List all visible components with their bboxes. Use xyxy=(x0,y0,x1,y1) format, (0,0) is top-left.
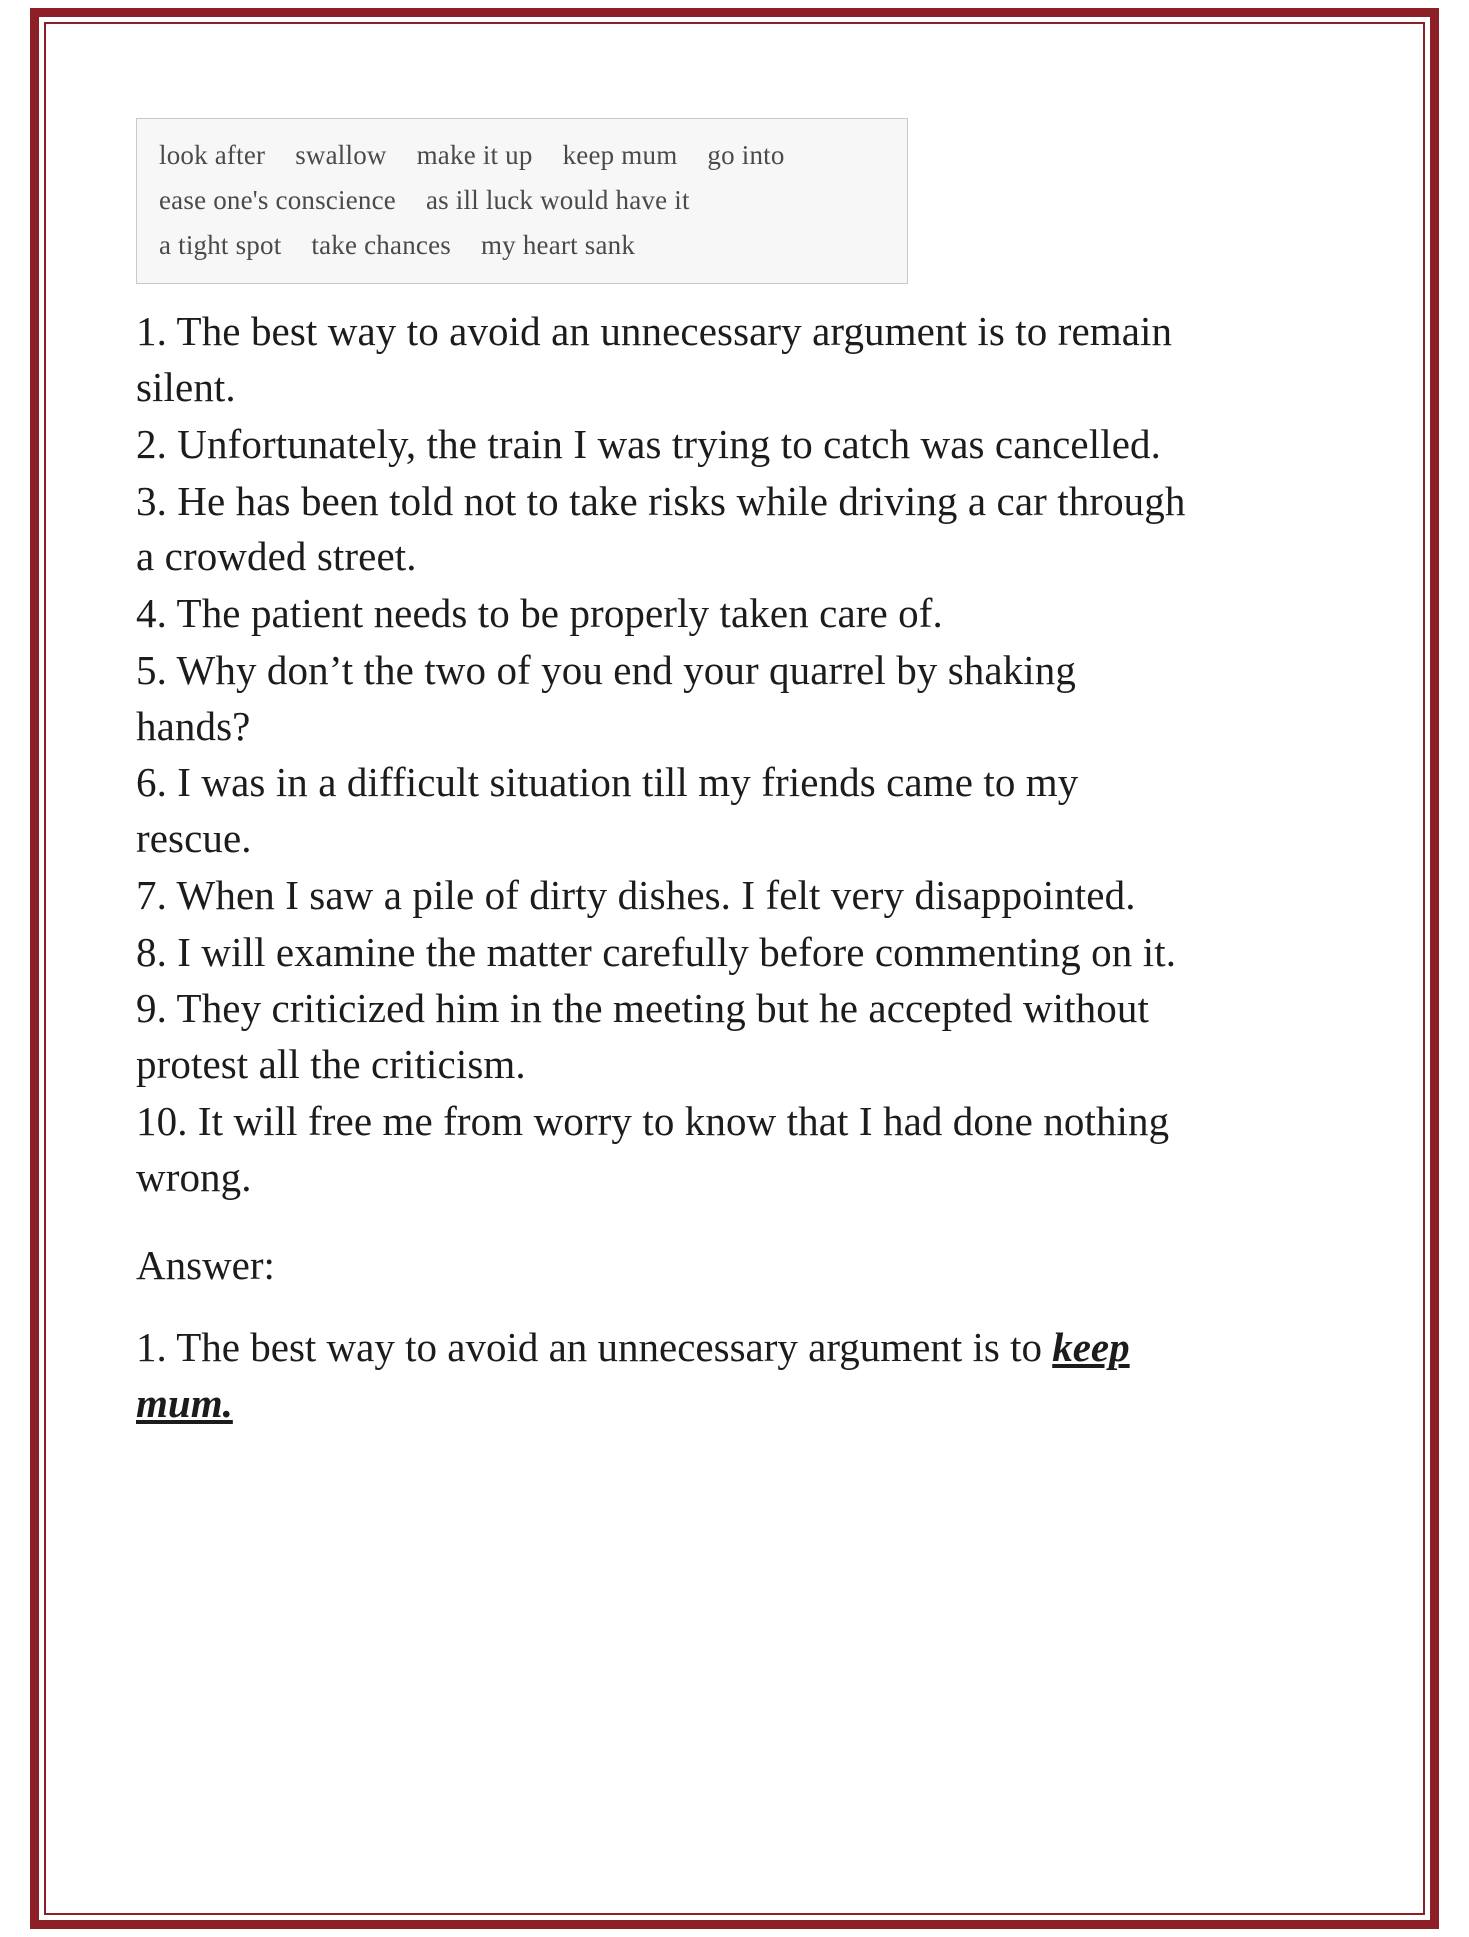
sentence-item: 4. The patient needs to be properly taken care of. xyxy=(136,590,943,637)
sentence-item: 10. It will free me from worry to know that I had done nothing wrong. xyxy=(136,1097,1170,1200)
word-bank-item: my heart sank xyxy=(480,229,636,260)
sentence-item: 9. They criticized him in the meeting but he accepted without protest all the criticism. xyxy=(136,985,1149,1088)
word-bank-row xyxy=(159,178,885,223)
word-bank-item: take chances xyxy=(311,229,451,260)
answer-heading: Answer: xyxy=(136,1242,275,1289)
word-bank-item: ease one's conscience xyxy=(159,184,396,215)
sentence-list xyxy=(136,304,1336,1205)
document-content xyxy=(136,118,1336,1432)
word-bank-item: make it up xyxy=(416,140,533,170)
sentence-item: 3. He has been told not to take risks while driving a car through a crowded street. xyxy=(136,477,1186,580)
answer-key: keep mum. xyxy=(136,1324,1130,1426)
sentence-item: 1. The best way to avoid an unnecessary argument is to remain silent. xyxy=(136,308,1173,411)
sentence-item: 8. I will examine the matter carefully before commenting on it. xyxy=(136,928,1177,975)
answer-text: 1. The best way to avoid an unnecessary argument is to xyxy=(136,1324,1053,1371)
word-bank-item: a tight spot xyxy=(159,229,282,260)
word-bank-item: as ill luck would have it xyxy=(425,184,690,215)
word-bank-row xyxy=(159,133,885,178)
word-bank-item: swallow xyxy=(295,140,387,170)
sentence-item: 2. Unfortunately, the train I was trying to catch was cancelled. xyxy=(136,420,1161,467)
answer-item xyxy=(136,1320,1136,1432)
sentence-item: 7. When I saw a pile of dirty dishes. I felt very disappointed. xyxy=(136,871,1136,918)
sentence-item: 5. Why don’t the two of you end your quarrel by shaking hands? xyxy=(136,646,1076,749)
word-bank-box xyxy=(136,118,908,284)
word-bank-item: keep mum xyxy=(562,140,678,170)
word-bank-row xyxy=(159,223,885,268)
word-bank-item: look after xyxy=(159,140,266,170)
sentence-item: 6. I was in a difficult situation till my friends came to my rescue. xyxy=(136,759,1079,862)
word-bank-item: go into xyxy=(707,140,785,170)
